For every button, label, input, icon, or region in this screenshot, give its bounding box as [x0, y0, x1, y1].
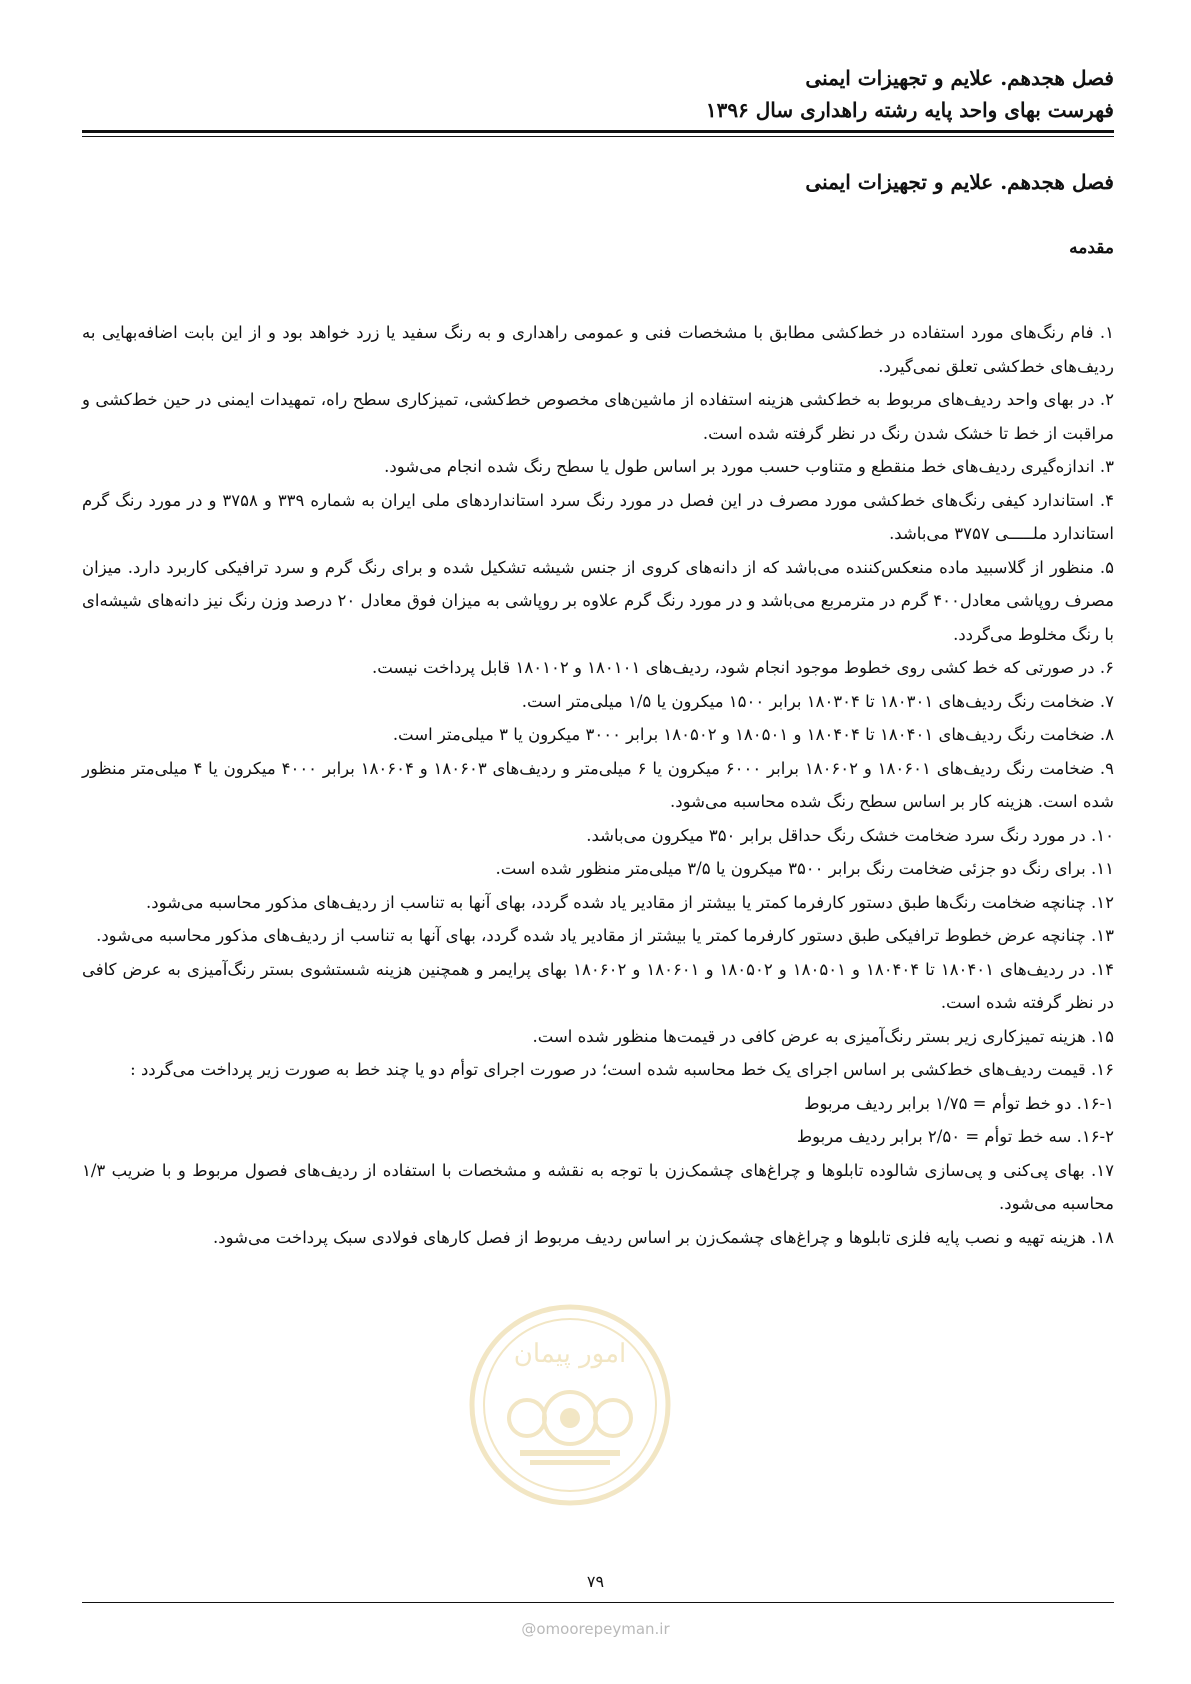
body-text — [82, 316, 1114, 1254]
header-rule-thin — [82, 136, 1114, 137]
paragraph-17: ۱۷. بهای پی‌کنی و پی‌سازی شالوده تابلوها و چراغ‌های چشمک‌زن با توجه به نقشه و مشخصات با استفاده از ردیف‌های فصول مربوط و با ضریب ۱/۳ محاسبه می‌شود. — [82, 1160, 1114, 1213]
header-chapter-title: فصل هجدهم. علایم و تجهیزات ایمنی — [805, 66, 1114, 90]
paragraph-6: ۶. در صورتی که خط کشی روی خطوط موجود انجام شود، ردیف‌های ۱۸۰۱۰۱ و ۱۸۰۱۰۲ قابل پرداخت نیست. — [372, 658, 1114, 677]
footer-rule — [82, 1602, 1114, 1603]
paragraph-5: ۵. منظور از گلاسبید ماده منعکس‌کننده می‌باشد که از دانه‌های کروی از جنس شیشه تشکیل شده و برای رنگ گرم و سرد ترافیکی کاربرد دارد. میزان مصرف روپاشی معادل۴۰۰ گرم در مترمربع می‌باشد و در مورد رنگ گرم علاوه بر روپاشی به میزان فوق معادل ۲۰ درصد وزن رنگ نیز دانه‌های شیشه‌ای با رنگ مخلوط می‌گردد. — [82, 557, 1115, 644]
site-watermark: @omoorepeyman.ir — [521, 1620, 670, 1638]
intro-heading: مقدمه — [1069, 238, 1114, 258]
page-header — [82, 62, 1114, 126]
paragraph-15: ۱۵. هزینه تمیزکاری زیر بستر رنگ‌آمیزی به عرض کافی در قیمت‌ها منظور شده است. — [532, 1026, 1114, 1046]
paragraph-7: ۷. ضخامت رنگ ردیف‌های ۱۸۰۳۰۱ تا ۱۸۰۳۰۴ برابر ۱۵۰۰ میکرون یا ۱/۵ میلی‌متر است. — [521, 691, 1114, 711]
paragraph-12: ۱۲. چنانچه ضخامت رنگ‌ها طبق دستور کارفرما کمتر یا بیشتر از مقادیر یاد شده گردد، بهای آنها به تناسب از ردیف‌های مذکور محاسبه می‌شود. — [145, 892, 1114, 912]
paragraph-13: ۱۳. چنانچه عرض خطوط ترافیکی طبق دستور کارفرما کمتر یا بیشتر از مقادیر یاد شده گردد، بهای آنها به تناسب از ردیف‌های مذکور محاسبه می‌شود. — [96, 926, 1114, 945]
paragraph-14: ۱۴. در ردیف‌های ۱۸۰۴۰۱ تا ۱۸۰۴۰۴ و ۱۸۰۵۰۱ و ۱۸۰۵۰۲ و ۱۸۰۶۰۱ و ۱۸۰۶۰۲ بهای پرایمر و همچنین هزینه شستشوی بستر رنگ‌آمیزی به عرض کافی در نظر گرفته شده است. — [82, 959, 1114, 1012]
paragraph-16: ۱۶. قیمت ردیف‌های خط‌کشی بر اساس اجرای یک خط محاسبه شده است؛ در صورت اجرای توأم دو یا چند خط به صورت زیر پرداخت می‌گردد : — [130, 1060, 1114, 1079]
paragraph-9: ۹. ضخامت رنگ ردیف‌های ۱۸۰۶۰۱ و ۱۸۰۶۰۲ برابر ۶۰۰۰ میکرون یا ۶ میلی‌متر و ردیف‌های ۱۸۰۶۰۳ و ۱۸۰۶۰۴ برابر ۴۰۰۰ میکرون یا ۴ میلی‌متر منظور شده است. هزینه کار بر اساس سطح رنگ شده محاسبه می‌شود. — [82, 758, 1114, 811]
paragraph-3: ۳. اندازه‌گیری ردیف‌های خط منقطع و متناوب حسب مورد بر اساس طول یا سطح رنگ شده انجام می‌شود. — [384, 457, 1114, 476]
paragraph-1: ۱. فام رنگ‌های مورد استفاده در خط‌کشی مطابق با مشخصات فنی و عمومی راهداری و به رنگ سفید یا زرد خواهد بود و از این بابت اضافه‌بهایی به ردیف‌های خط‌کشی تعلق نمی‌گیرد. — [82, 323, 1114, 376]
sub-item-16-2: ۱۶-۲. سه خط توأم = ۲/۵۰ برابر ردیف مربوط — [796, 1127, 1114, 1146]
header-book-title: فهرست بهای واحد پایه رشته راهداری سال ۱۳۹۶ — [705, 98, 1114, 122]
watermark-seal-icon — [465, 1300, 675, 1510]
paragraph-8: ۸. ضخامت رنگ ردیف‌های ۱۸۰۴۰۱ تا ۱۸۰۴۰۴ و ۱۸۰۵۰۱ و ۱۸۰۵۰۲ برابر ۳۰۰۰ میکرون یا ۳ میلی‌متر است. — [392, 725, 1114, 744]
paragraph-4: ۴. استاندارد کیفی رنگ‌های خط‌کشی مورد مصرف در این فصل در مورد رنگ سرد استانداردهای ملی ایران به شماره ۳۳۹ و ۳۷۵۸ و در مورد رنگ گرم استاندارد ملـــــی ۳۷۵۷ می‌باشد. — [82, 490, 1114, 543]
page-number: ۷۹ — [586, 1572, 605, 1591]
section-title: فصل هجدهم. علایم و تجهیزات ایمنی — [805, 170, 1114, 194]
watermark-text: امور پیمان — [513, 1339, 627, 1369]
header-rule-thick — [82, 130, 1114, 133]
paragraph-11: ۱۱. برای رنگ دو جزئی ضخامت رنگ برابر ۳۵۰۰ میکرون یا ۳/۵ میلی‌متر منظور شده است. — [495, 859, 1114, 878]
paragraph-18: ۱۸. هزینه تهیه و نصب پایه فلزی تابلوها و چراغ‌های چشمک‌زن بر اساس ردیف مربوط از فصل کارهای فولادی سبک پرداخت می‌شود. — [213, 1227, 1114, 1247]
paragraph-10: ۱۰. در مورد رنگ سرد ضخامت خشک رنگ حداقل برابر ۳۵۰ میکرون می‌باشد. — [586, 825, 1114, 845]
paragraph-2: ۲. در بهای واحد ردیف‌های مربوط به خط‌کشی هزینه استفاده از ماشین‌های مخصوص خط‌کشی، تمیزکاری سطح راه، تمهیدات ایمنی در حین خط‌کشی و مراقبت از خط تا خشک شدن رنگ در نظر گرفته شده است. — [82, 390, 1114, 443]
sub-item-16-1: ۱۶-۱. دو خط توأم = ۱/۷۵ برابر ردیف مربوط — [804, 1093, 1114, 1113]
